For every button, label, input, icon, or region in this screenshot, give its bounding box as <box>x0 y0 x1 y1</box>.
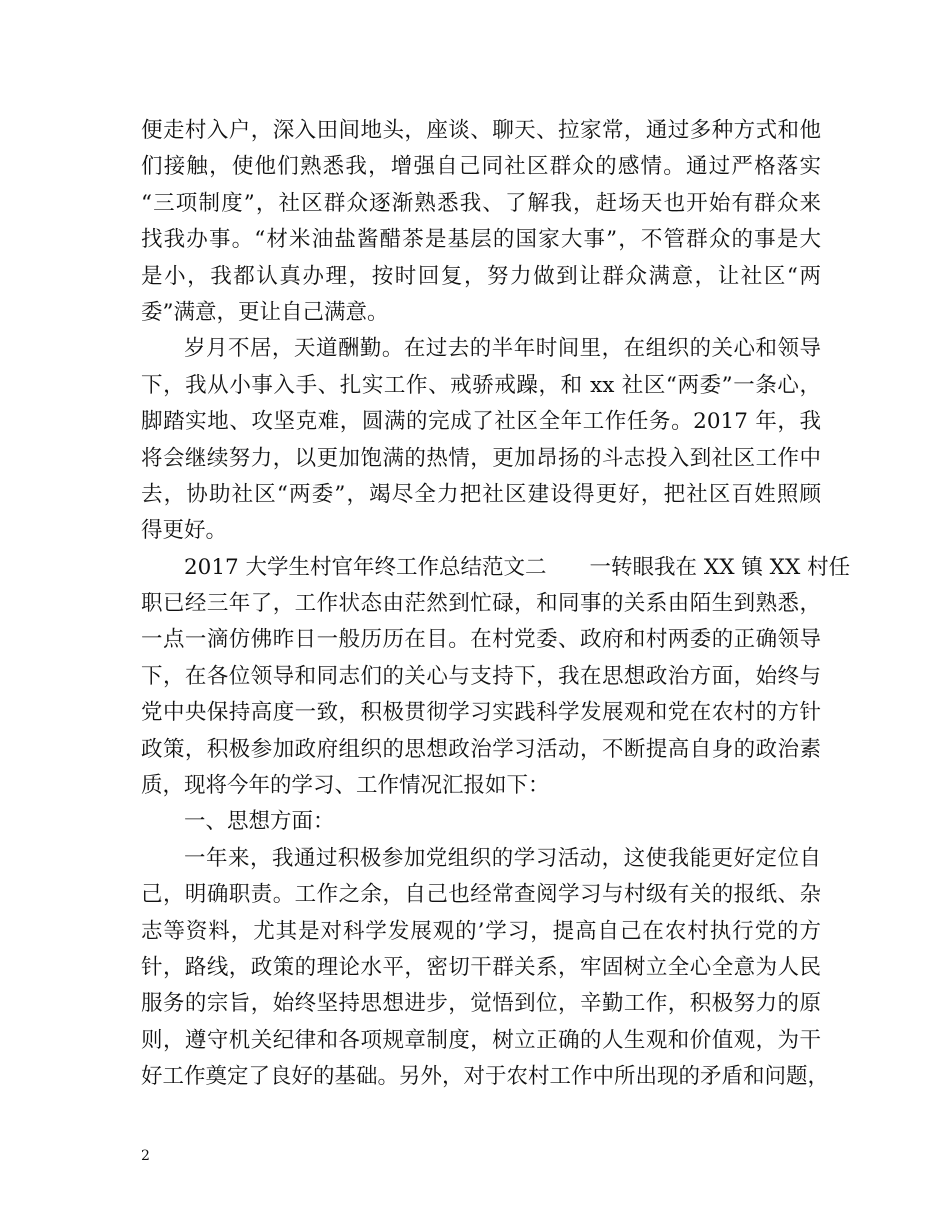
text-line: 政策，积极参加政府组织的思想政治学习活动，不断提高自身的政治素 <box>141 736 821 762</box>
text-line: 将会继续努力，以更加饱满的热情，更加昂扬的斗志投入到社区工作中 <box>141 445 821 471</box>
paragraph-first-line: 岁月不居，天道酬勤。在过去的半年时间里，在组织的关心和领导 <box>184 336 821 362</box>
paragraph-first-line: 一年来，我通过积极参加党组织的学习活动，这使我能更好定位自 <box>184 845 821 871</box>
text-line: 脚踏实地、攻坚克难，圆满的完成了社区全年工作任务。2017 年，我 <box>141 409 821 435</box>
section-title-line: 2017 大学生村官年终工作总结范文二 一转眼我在 XX 镇 XX 村任 <box>184 554 851 580</box>
text-line: 是小，我都认真办理，按时回复，努力做到让群众满意，让社区“两 <box>141 263 821 289</box>
text-line: 质，现将今年的学习、工作情况汇报如下： <box>141 773 550 799</box>
text-line: 己，明确职责。工作之余，自己也经常查阅学习与村级有关的报纸、杂 <box>141 882 821 908</box>
text-line: 则，遵守机关纪律和各项规章制度，树立正确的人生观和价值观，为干 <box>141 1027 821 1053</box>
text-line: 找我办事。“材米油盐酱醋茶是基层的国家大事”，不管群众的事是大 <box>141 227 821 253</box>
document-body <box>141 113 851 1096</box>
text-line: 下，在各位领导和同志们的关心与支持下，我在思想政治方面，始终与 <box>141 663 821 689</box>
section-heading: 一、思想方面： <box>184 809 335 835</box>
text-line: 针，路线，政策的理论水平，密切干群关系，牢固树立全心全意为人民 <box>141 954 821 980</box>
text-line: 党中央保持高度一致，积极贯彻学习实践科学发展观和党在农村的方针 <box>141 700 821 726</box>
text-line: 们接触，使他们熟悉我，增强自己同社区群众的感情。通过严格落实 <box>141 154 821 180</box>
text-line: 得更好。 <box>141 518 228 544</box>
text-line: 便走村入户，深入田间地头，座谈、聊天、拉家常，通过多种方式和他 <box>141 118 821 143</box>
text-line: 好工作奠定了良好的基础。另外，对于农村工作中所出现的矛盾和问题， <box>141 1064 830 1090</box>
text-line: 志等资料，尤其是对科学发展观的’学习，提高自己在农村执行党的方 <box>141 918 821 944</box>
text-line: 委”满意，更让自己满意。 <box>141 299 389 325</box>
text-line: 下，我从小事入手、扎实工作、戒骄戒躁，和 xx 社区“两委”一条心， <box>141 372 821 398</box>
text-line: 一点一滴仿佛昨日一般历历在目。在村党委、政府和村两委的正确领导 <box>141 627 821 653</box>
text-line: 去，协助社区“两委”，竭尽全力把社区建设得更好，把社区百姓照顾 <box>141 481 821 507</box>
text-line: “三项制度”，社区群众逐渐熟悉我、了解我，赶场天也开始有群众来 <box>141 190 821 216</box>
page-number: 2 <box>141 1148 150 1164</box>
text-line: 服务的宗旨，始终坚持思想进步，觉悟到位，辛勤工作，积极努力的原 <box>141 991 821 1017</box>
text-line: 职已经三年了，工作状态由茫然到忙碌，和同事的关系由陌生到熟悉， <box>141 591 821 617</box>
